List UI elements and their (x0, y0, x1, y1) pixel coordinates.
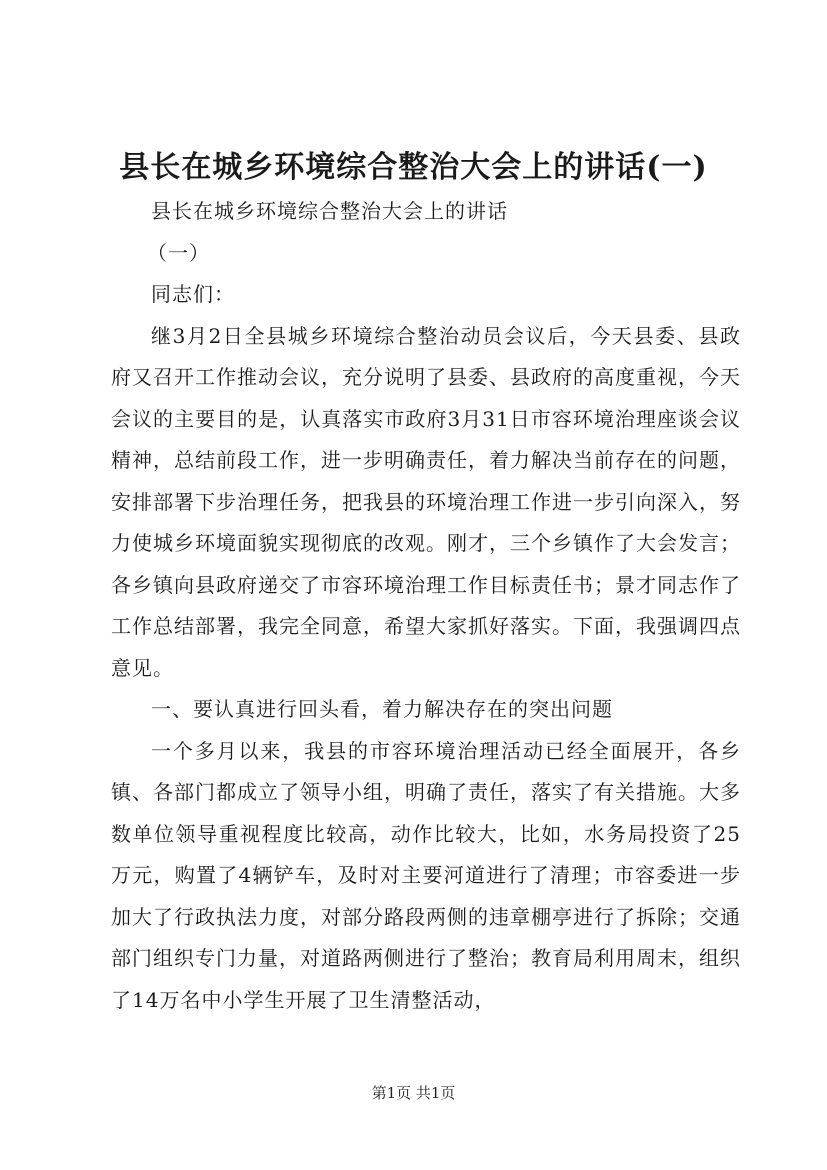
intro-paragraph: 继3月2日全县城乡环境综合整治动员会议后，今天县委、县政府又召开工作推动会议，充分说明了县委、县政府的高度重视，今天会议的主要目的是，认真落实市政府3月31日市容环境治理座谈会议精神，总结前段工作，进一步明确责任，着力解决当前存在的问题，安排部署下步治理任务，把我县的环境治理工作进一步引向深入，努力使城乡环境面貌实现彻底的改观。刚才，三个乡镇作了大会发言；各乡镇向县政府递交了市容环境治理工作目标责任书；景才同志作了工作总结部署，我完全同意，希望大家抓好落实。下面，我强调四点意见。 (111, 323, 741, 680)
document-body (111, 191, 741, 1021)
document-title: 县长在城乡环境综合整治大会上的讲话(一) (119, 150, 708, 185)
section-body-paragraph: 一个多月以来，我县的市容环境治理活动已经全面展开，各乡镇、各部门都成立了领导小组，明确了责任，落实了有关措施。大多数单位领导重视程度比较高，动作比较大，比如，水务局投资了25万元，购置了4辆铲车，及时对主要河道进行了清理；市容委进一步加大了行政执法力度，对部分路段两侧的违章棚亭进行了拆除；交通部门组织专门力量，对道路两侧进行了整治；教育局利用周末，组织了14万名中小学生开展了卫生清整活动， (111, 738, 741, 1012)
page-footer: 第1页 共1页 (371, 1084, 456, 1102)
subtitle-paragraph: 县长在城乡环境综合整治大会上的讲话 (151, 199, 508, 223)
part-number-paragraph: （一） (147, 240, 210, 265)
salutation-paragraph: 同志们： (151, 282, 235, 306)
section-heading: 一、要认真进行回头看，着力解决存在的突出问题 (151, 697, 613, 721)
